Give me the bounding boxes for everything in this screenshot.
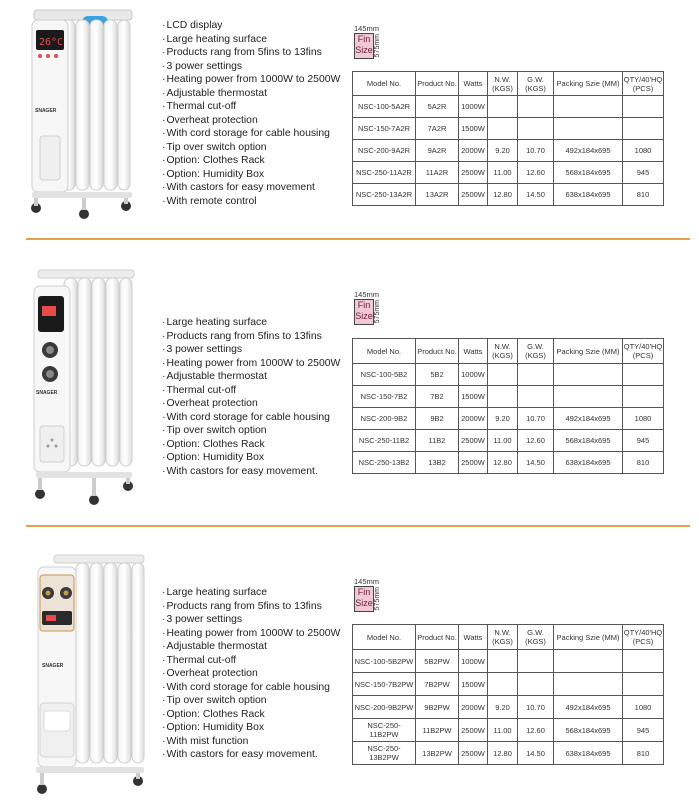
cell: 5B2 — [416, 364, 459, 386]
table-row — [353, 408, 664, 430]
header-qty: QTY/40'HQ (PCS) — [623, 339, 664, 364]
cell: 9.20 — [488, 140, 518, 162]
table-row — [353, 96, 664, 118]
feature-item: · Products rang from 5fins to 13fins — [162, 600, 340, 614]
table-header-row — [353, 72, 664, 96]
table-header-row — [353, 339, 664, 364]
cell: 12.60 — [518, 430, 554, 452]
cell — [623, 96, 664, 118]
table-row — [353, 430, 664, 452]
cell: NSC-200-9A2R — [353, 140, 416, 162]
feature-list — [162, 19, 340, 208]
cell: 5A2R — [416, 96, 459, 118]
feature-item: · 3 power settings — [162, 60, 340, 74]
cell — [518, 364, 554, 386]
table-header-row — [353, 625, 664, 650]
cell — [554, 118, 623, 140]
cell: 638x184x695 — [554, 742, 623, 765]
table-row — [353, 140, 664, 162]
cell: 810 — [623, 742, 664, 765]
feature-item: · Large heating surface — [162, 316, 340, 330]
cell: NSC-250-13A2R — [353, 184, 416, 206]
cell: 13B2 — [416, 452, 459, 474]
cell — [554, 364, 623, 386]
cell — [623, 386, 664, 408]
cell: 11A2R — [416, 162, 459, 184]
cell — [488, 364, 518, 386]
cell: NSC-150-7A2R — [353, 118, 416, 140]
cell: 2000W — [459, 140, 488, 162]
feature-item: · Adjustable thermostat — [162, 640, 340, 654]
cell: 568x184x695 — [554, 719, 623, 742]
cell — [488, 118, 518, 140]
cell: 1080 — [623, 696, 664, 719]
feature-item: · Option: Humidity Box — [162, 721, 340, 735]
feature-item: · Overheat protection — [162, 397, 340, 411]
header-nw: N.W. (KGS) — [488, 339, 518, 364]
header-model: Model No. — [353, 625, 416, 650]
feature-list — [162, 586, 340, 762]
table-row — [353, 184, 664, 206]
feature-item: · Tip over switch option — [162, 424, 340, 438]
feature-item: · Option: Clothes Rack — [162, 154, 340, 168]
cell: 1500W — [459, 673, 488, 696]
table-row — [353, 162, 664, 184]
cell: 11.00 — [488, 719, 518, 742]
cell: 2000W — [459, 408, 488, 430]
cell — [623, 118, 664, 140]
cell — [488, 673, 518, 696]
cell — [518, 96, 554, 118]
fin-size-label: Fin Size — [354, 586, 374, 612]
table-row — [353, 386, 664, 408]
header-model: Model No. — [353, 339, 416, 364]
cell — [623, 673, 664, 696]
cell — [554, 386, 623, 408]
header-nw: N.W. (KGS) — [488, 625, 518, 650]
feature-item: · With castors for easy movement — [162, 181, 340, 195]
feature-item: · Option: Clothes Rack — [162, 708, 340, 722]
feature-item: · Heating power from 1000W to 2500W — [162, 73, 340, 87]
header-qty: QTY/40'HQ (PCS) — [623, 72, 664, 96]
feature-item: · Tip over switch option — [162, 141, 340, 155]
cell: 12.80 — [488, 742, 518, 765]
cell: 5B2PW — [416, 650, 459, 673]
cell: 10.70 — [518, 408, 554, 430]
fin-size-diagram — [352, 24, 412, 70]
cell — [554, 650, 623, 673]
spec-table — [352, 624, 664, 765]
cell — [488, 386, 518, 408]
header-watts: Watts — [459, 72, 488, 96]
cell: NSC-150-7B2 — [353, 386, 416, 408]
brand-logo: SNAGER — [35, 108, 57, 114]
cell: 9B2PW — [416, 696, 459, 719]
feature-item: · With mist function — [162, 735, 340, 749]
cell: 568x184x695 — [554, 430, 623, 452]
table-row — [353, 118, 664, 140]
cell: 810 — [623, 184, 664, 206]
feature-item: · With cord storage for cable housing — [162, 127, 340, 141]
cell: NSC-250-11B2PW — [353, 719, 416, 742]
feature-item: · With remote control — [162, 195, 340, 209]
header-gw: G.W. (KGS) — [518, 339, 554, 364]
feature-item: · Thermal cut-off — [162, 654, 340, 668]
cell: 638x184x695 — [554, 184, 623, 206]
table-row — [353, 673, 664, 696]
oil-heater-knob-image — [18, 268, 138, 518]
cell: 10.70 — [518, 140, 554, 162]
cell — [488, 96, 518, 118]
feature-item: · With castors for easy movement. — [162, 748, 340, 762]
cell: 810 — [623, 452, 664, 474]
feature-item: · Tip over switch option — [162, 694, 340, 708]
header-packing: Packing Szie (MM) — [554, 625, 623, 650]
fin-height: 575mm — [374, 587, 381, 611]
table-row — [353, 364, 664, 386]
feature-item: · 3 power settings — [162, 613, 340, 627]
cell: 1080 — [623, 408, 664, 430]
fin-size-diagram — [352, 577, 412, 623]
cell: 2500W — [459, 452, 488, 474]
header-packing: Packing Szie (MM) — [554, 339, 623, 364]
header-watts: Watts — [459, 625, 488, 650]
cell: 9A2R — [416, 140, 459, 162]
cell — [623, 650, 664, 673]
feature-item: · Overheat protection — [162, 114, 340, 128]
cell — [488, 650, 518, 673]
cell: 2500W — [459, 162, 488, 184]
cell: NSC-100-5B2 — [353, 364, 416, 386]
header-gw: G.W. (KGS) — [518, 72, 554, 96]
cell: 945 — [623, 430, 664, 452]
cell: NSC-250-13B2 — [353, 452, 416, 474]
cell: 12.80 — [488, 184, 518, 206]
fin-height: 575mm — [374, 300, 381, 324]
cell — [554, 96, 623, 118]
cell: 1000W — [459, 364, 488, 386]
cell — [623, 364, 664, 386]
table-row — [353, 452, 664, 474]
oil-heater-lcd-image — [22, 6, 142, 221]
header-watts: Watts — [459, 339, 488, 364]
feature-list — [162, 316, 340, 478]
feature-item: · Thermal cut-off — [162, 384, 340, 398]
feature-item: · With cord storage for cable housing — [162, 681, 340, 695]
cell — [518, 118, 554, 140]
table-row — [353, 719, 664, 742]
table-row — [353, 696, 664, 719]
fin-size-label: Fin Size — [354, 299, 374, 325]
cell: 13A2R — [416, 184, 459, 206]
header-nw: N.W. (KGS) — [488, 72, 518, 96]
cell: 13B2PW — [416, 742, 459, 765]
cell: 12.60 — [518, 719, 554, 742]
spec-table — [352, 71, 664, 206]
feature-item: · Adjustable thermostat — [162, 87, 340, 101]
cell: 492x184x695 — [554, 408, 623, 430]
cell: 9.20 — [488, 696, 518, 719]
cell: NSC-100-5B2PW — [353, 650, 416, 673]
cell: NSC-200-9B2 — [353, 408, 416, 430]
cell: 12.80 — [488, 452, 518, 474]
cell: 2500W — [459, 742, 488, 765]
cell: 7B2PW — [416, 673, 459, 696]
cell — [518, 650, 554, 673]
cell: 12.60 — [518, 162, 554, 184]
lcd-temperature: 26°C — [39, 37, 64, 48]
cell: 1000W — [459, 96, 488, 118]
cell: 9.20 — [488, 408, 518, 430]
header-product: Product No. — [416, 72, 459, 96]
cell: 1080 — [623, 140, 664, 162]
cell: 638x184x695 — [554, 452, 623, 474]
header-product: Product No. — [416, 339, 459, 364]
feature-item: · Option: Humidity Box — [162, 451, 340, 465]
header-model: Model No. — [353, 72, 416, 96]
feature-item: · With castors for easy movement. — [162, 465, 340, 479]
cell: 9B2 — [416, 408, 459, 430]
cell: 7B2 — [416, 386, 459, 408]
feature-item: · With cord storage for cable housing — [162, 411, 340, 425]
feature-item: · Heating power from 1000W to 2500W — [162, 627, 340, 641]
cell: 568x184x695 — [554, 162, 623, 184]
feature-item: · Heating power from 1000W to 2500W — [162, 357, 340, 371]
header-packing: Packing Szie (MM) — [554, 72, 623, 96]
cell: 7A2R — [416, 118, 459, 140]
feature-item: · Overheat protection — [162, 667, 340, 681]
fin-size-diagram — [352, 290, 412, 336]
cell: NSC-150-7B2PW — [353, 673, 416, 696]
cell: 10.70 — [518, 696, 554, 719]
cell: 2000W — [459, 696, 488, 719]
feature-item: · Large heating surface — [162, 586, 340, 600]
feature-item: · LCD display — [162, 19, 340, 33]
cell: 14.50 — [518, 184, 554, 206]
fin-width: 145mm — [354, 290, 380, 299]
cell: NSC-250-11A2R — [353, 162, 416, 184]
cell: 11B2 — [416, 430, 459, 452]
cell: 11.00 — [488, 430, 518, 452]
feature-item: · Option: Humidity Box — [162, 168, 340, 182]
brand-logo: SNAGER — [42, 663, 64, 669]
cell: 1500W — [459, 118, 488, 140]
cell — [518, 386, 554, 408]
cell: 945 — [623, 162, 664, 184]
product-section-2 — [0, 240, 699, 525]
cell: 11.00 — [488, 162, 518, 184]
cell: 945 — [623, 719, 664, 742]
feature-item: · Option: Clothes Rack — [162, 438, 340, 452]
cell: NSC-250-11B2 — [353, 430, 416, 452]
feature-item: · Products rang from 5fins to 13fins — [162, 46, 340, 60]
fin-height: 575mm — [374, 34, 381, 58]
cell: 492x184x695 — [554, 696, 623, 719]
product-section-3 — [0, 527, 699, 779]
fin-width: 145mm — [354, 577, 380, 586]
cell: 14.50 — [518, 452, 554, 474]
cell — [518, 673, 554, 696]
header-product: Product No. — [416, 625, 459, 650]
cell: 2500W — [459, 719, 488, 742]
cell: 492x184x695 — [554, 140, 623, 162]
fin-size-label: Fin Size — [354, 33, 374, 59]
table-row — [353, 650, 664, 673]
spec-table — [352, 338, 664, 474]
cell: NSC-250-13B2PW — [353, 742, 416, 765]
cell: 2500W — [459, 430, 488, 452]
cell: NSC-200-9B2PW — [353, 696, 416, 719]
cell: NSC-100-5A2R — [353, 96, 416, 118]
cell: 14.50 — [518, 742, 554, 765]
cell — [554, 673, 623, 696]
product-section-1 — [0, 0, 699, 238]
feature-item: · Adjustable thermostat — [162, 370, 340, 384]
feature-item: · Products rang from 5fins to 13fins — [162, 330, 340, 344]
feature-item: · Large heating surface — [162, 33, 340, 47]
cell: 11B2PW — [416, 719, 459, 742]
fin-width: 145mm — [354, 24, 380, 33]
feature-item: · 3 power settings — [162, 343, 340, 357]
cell: 2500W — [459, 184, 488, 206]
oil-heater-mist-image — [28, 553, 148, 801]
cell: 1000W — [459, 650, 488, 673]
cell: 1500W — [459, 386, 488, 408]
feature-item: · Thermal cut-off — [162, 100, 340, 114]
brand-logo: SNAGER — [36, 390, 58, 396]
table-row — [353, 742, 664, 765]
header-qty: QTY/40'HQ (PCS) — [623, 625, 664, 650]
header-gw: G.W. (KGS) — [518, 625, 554, 650]
